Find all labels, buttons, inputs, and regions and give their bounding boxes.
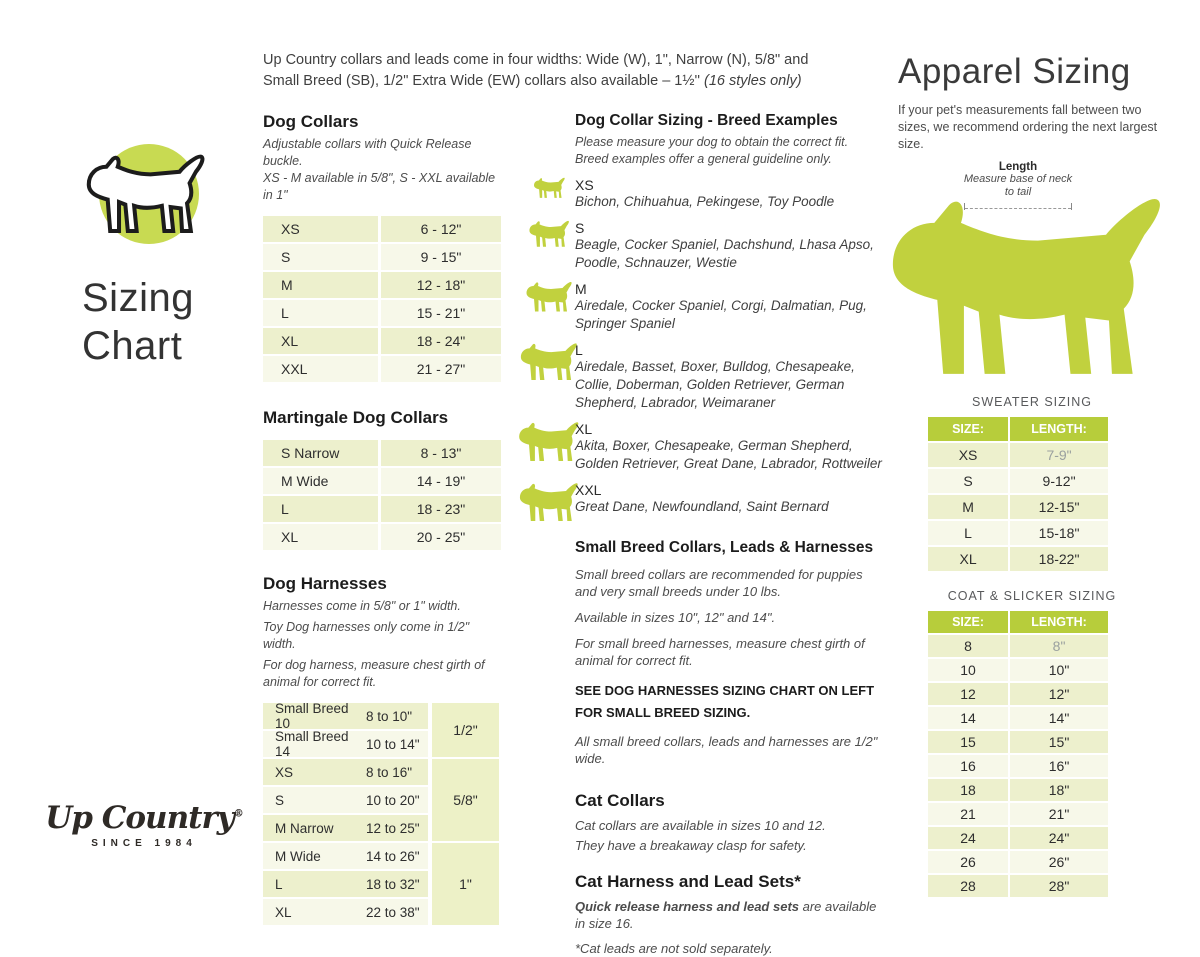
sweater-sizing-table — [928, 417, 1108, 571]
table-row: 28 28" — [928, 875, 1108, 897]
cat-harness-title: Cat Harness and Lead Sets* — [575, 872, 801, 891]
length-label: Length — [998, 161, 1038, 173]
dog-collars-table — [263, 216, 501, 382]
logo-wordmark: Up Country® — [45, 800, 243, 836]
table-row: 10 10" — [928, 659, 1108, 681]
cat-collars-p2: They have a breakaway clasp for safety. — [575, 838, 807, 853]
table-row: XL 18-22" — [928, 547, 1108, 571]
breed-list: Airedale, Cocker Spaniel, Corgi, Dalmatian, Pug, Springer Spaniel — [575, 298, 867, 331]
table-row: 14 14" — [928, 707, 1108, 729]
table-row: L 15 - 21" — [263, 300, 501, 326]
intro-line2-italic: (16 styles only) — [704, 73, 802, 89]
dog-silhouette-xl-icon — [517, 421, 583, 463]
breed-size-label: XL — [575, 421, 593, 437]
dog-silhouette-apparel-icon — [884, 193, 1180, 383]
table-row: M 12 - 18" — [263, 272, 501, 298]
intro-paragraph — [263, 50, 843, 92]
table-row: 24 24" — [928, 827, 1108, 849]
table-row: 16 16" — [928, 755, 1108, 777]
table-row: XL 18 - 24" — [263, 328, 501, 354]
breed-list: Akita, Boxer, Chesapeake, German Shepherd, Golden Retriever, Great Dane, Labrador, Rottweiler — [575, 438, 882, 471]
breed-examples-note: Please measure your dog to obtain the correct fit. Breed examples offer a general guideline only. — [575, 135, 849, 166]
breed-list: Great Dane, Newfoundland, Saint Bernard — [575, 499, 829, 514]
logo-tagline: SINCE 1984 — [91, 838, 197, 849]
table-row: 26 26" — [928, 851, 1108, 873]
breed-group-xs — [524, 177, 886, 211]
breed-group-l — [524, 342, 886, 412]
intro-line2: Small Breed (SB), 1/2" Extra Wide (EW) collars also available – 1½'' (16 styles only) — [263, 73, 802, 89]
dog-harnesses-title: Dog Harnesses — [263, 574, 387, 593]
breed-size-label: XXL — [575, 482, 602, 498]
table-row: M 12-15" — [928, 495, 1108, 519]
length-note: Measure base of neck to tail — [963, 173, 1073, 198]
cat-collars-title: Cat Collars — [575, 791, 665, 810]
table-row: XS 7-9" — [928, 443, 1108, 467]
dog-silhouette-m-icon — [525, 281, 575, 313]
table-header-row: SIZE: LENGTH: — [928, 611, 1108, 633]
table-row: S 9-12" — [928, 469, 1108, 493]
small-breed-callout: SEE DOG HARNESSES SIZING CHART ON LEFT FOR SMALL BREED SIZING. — [575, 683, 875, 720]
breed-group-xxl — [524, 482, 886, 523]
apparel-dog-figure — [898, 161, 1166, 389]
apparel-note: If your pet's measurements fall between two sizes, we recommend ordering the next largest size. — [898, 103, 1158, 151]
left-rail — [40, 140, 255, 370]
width-group-half-inch: 1/2" — [432, 703, 499, 757]
breed-group-xl — [524, 421, 886, 473]
table-row: Small Breed 14 10 to 14" — [263, 731, 428, 757]
dog-harnesses-notes: Harnesses come in 5/8" or 1" width. Toy Dog harnesses only come in 1/2" width. For dog harness, measure chest girth of animal for correct fit. — [263, 599, 485, 689]
dog-harnesses-table — [263, 703, 501, 925]
table-row: L 18 to 32" — [263, 871, 428, 897]
breed-examples-title: Dog Collar Sizing - Breed Examples — [575, 112, 838, 129]
cat-harness-p1: Quick release harness and lead sets are available in size 16. — [575, 899, 877, 931]
apparel-title: Apparel Sizing — [898, 52, 1131, 91]
dog-silhouette-s-icon — [528, 220, 572, 248]
registered-mark: ® — [233, 808, 243, 820]
table-row: XL 20 - 25" — [263, 524, 501, 550]
cat-harness-section — [575, 872, 886, 957]
small-breed-p2: Available in sizes 10", 12" and 14". — [575, 610, 776, 625]
table-row: S Narrow 8 - 13" — [263, 440, 501, 466]
dog-logo-badge — [85, 140, 195, 250]
table-row: L 15-18" — [928, 521, 1108, 545]
coat-sizing-caption: COAT & SLICKER SIZING — [947, 589, 1117, 603]
table-row: L 18 - 23" — [263, 496, 501, 522]
table-row: 15 15" — [928, 731, 1108, 753]
cat-harness-footnote: *Cat leads are not sold separately. — [575, 941, 773, 956]
small-breed-title: Small Breed Collars, Leads & Harnesses — [575, 539, 874, 556]
breed-size-label: M — [575, 281, 587, 297]
dog-silhouette-xs-icon — [533, 177, 567, 199]
table-row: M Wide 14 - 19" — [263, 468, 501, 494]
martingale-table — [263, 440, 501, 550]
outline-dog-icon — [85, 154, 211, 235]
small-breed-p4: All small breed collars, leads and harnesses are 1/2" wide. — [575, 734, 878, 766]
table-row: 18 18" — [928, 779, 1108, 801]
intro-line1: Up Country collars and leads come in four widths: Wide (W), 1", Narrow (N), 5/8" and — [263, 52, 809, 68]
breed-list: Airedale, Basset, Boxer, Bulldog, Chesapeake, Collie, Doberman, Golden Retriever, German Shepherd, Labrador, Weimaraner — [575, 359, 855, 410]
breed-size-label: L — [575, 342, 583, 358]
up-country-logo — [44, 800, 244, 849]
dog-silhouette-l-icon — [519, 342, 581, 382]
small-breed-p3: For small breed harnesses, measure chest girth of animal for correct fit. — [575, 636, 865, 668]
table-row: 12 12" — [928, 683, 1108, 705]
sweater-sizing-caption: SWEATER SIZING — [971, 395, 1093, 409]
breed-list: Beagle, Cocker Spaniel, Dachshund, Lhasa Apso, Poodle, Schnauzer, Westie — [575, 237, 874, 270]
coat-sizing-table — [928, 611, 1108, 897]
table-row: S 9 - 15" — [263, 244, 501, 270]
dog-collars-title: Dog Collars — [263, 112, 359, 131]
table-row: XXL 21 - 27" — [263, 356, 501, 382]
width-group-five-eighths: 5/8" — [432, 759, 499, 841]
table-header-row: SIZE: LENGTH: — [928, 417, 1108, 441]
table-row: 21 21" — [928, 803, 1108, 825]
breed-list: Bichon, Chihuahua, Pekingese, Toy Poodle — [575, 194, 835, 209]
table-row: Small Breed 10 8 to 10" — [263, 703, 428, 729]
breed-group-s — [524, 220, 886, 272]
table-row: XS 8 to 16" — [263, 759, 428, 785]
width-group-one-inch: 1" — [432, 843, 499, 925]
table-row: XS 6 - 12" — [263, 216, 501, 242]
page-title: Sizing Chart — [82, 276, 194, 368]
breed-group-m — [524, 281, 886, 333]
cat-collars-section — [575, 791, 886, 854]
apparel-column — [898, 52, 1166, 899]
cat-collars-p1: Cat collars are available in sizes 10 and 12. — [575, 818, 826, 833]
table-row: M Narrow 12 to 25" — [263, 815, 428, 841]
table-row: S 10 to 20" — [263, 787, 428, 813]
table-row: XL 22 to 38" — [263, 899, 428, 925]
collar-tables-column — [263, 112, 501, 925]
martingale-title: Martingale Dog Collars — [263, 408, 449, 427]
small-breed-p1: Small breed collars are recommended for puppies and very small breeds under 10 lbs. — [575, 567, 863, 599]
length-annotation — [938, 161, 1098, 210]
dog-silhouette-xxl-icon — [518, 482, 582, 523]
breed-size-label: S — [575, 220, 585, 236]
breed-examples-column — [524, 112, 886, 957]
small-breed-section — [575, 539, 886, 767]
measurement-line — [964, 203, 1072, 210]
table-row: M Wide 14 to 26" — [263, 843, 428, 869]
table-row: 8 8" — [928, 635, 1108, 657]
breed-size-label: XS — [575, 177, 594, 193]
dog-collars-note: Adjustable collars with Quick Release buckle. XS - M available in 5/8", S - XXL available in 1" — [263, 137, 496, 202]
